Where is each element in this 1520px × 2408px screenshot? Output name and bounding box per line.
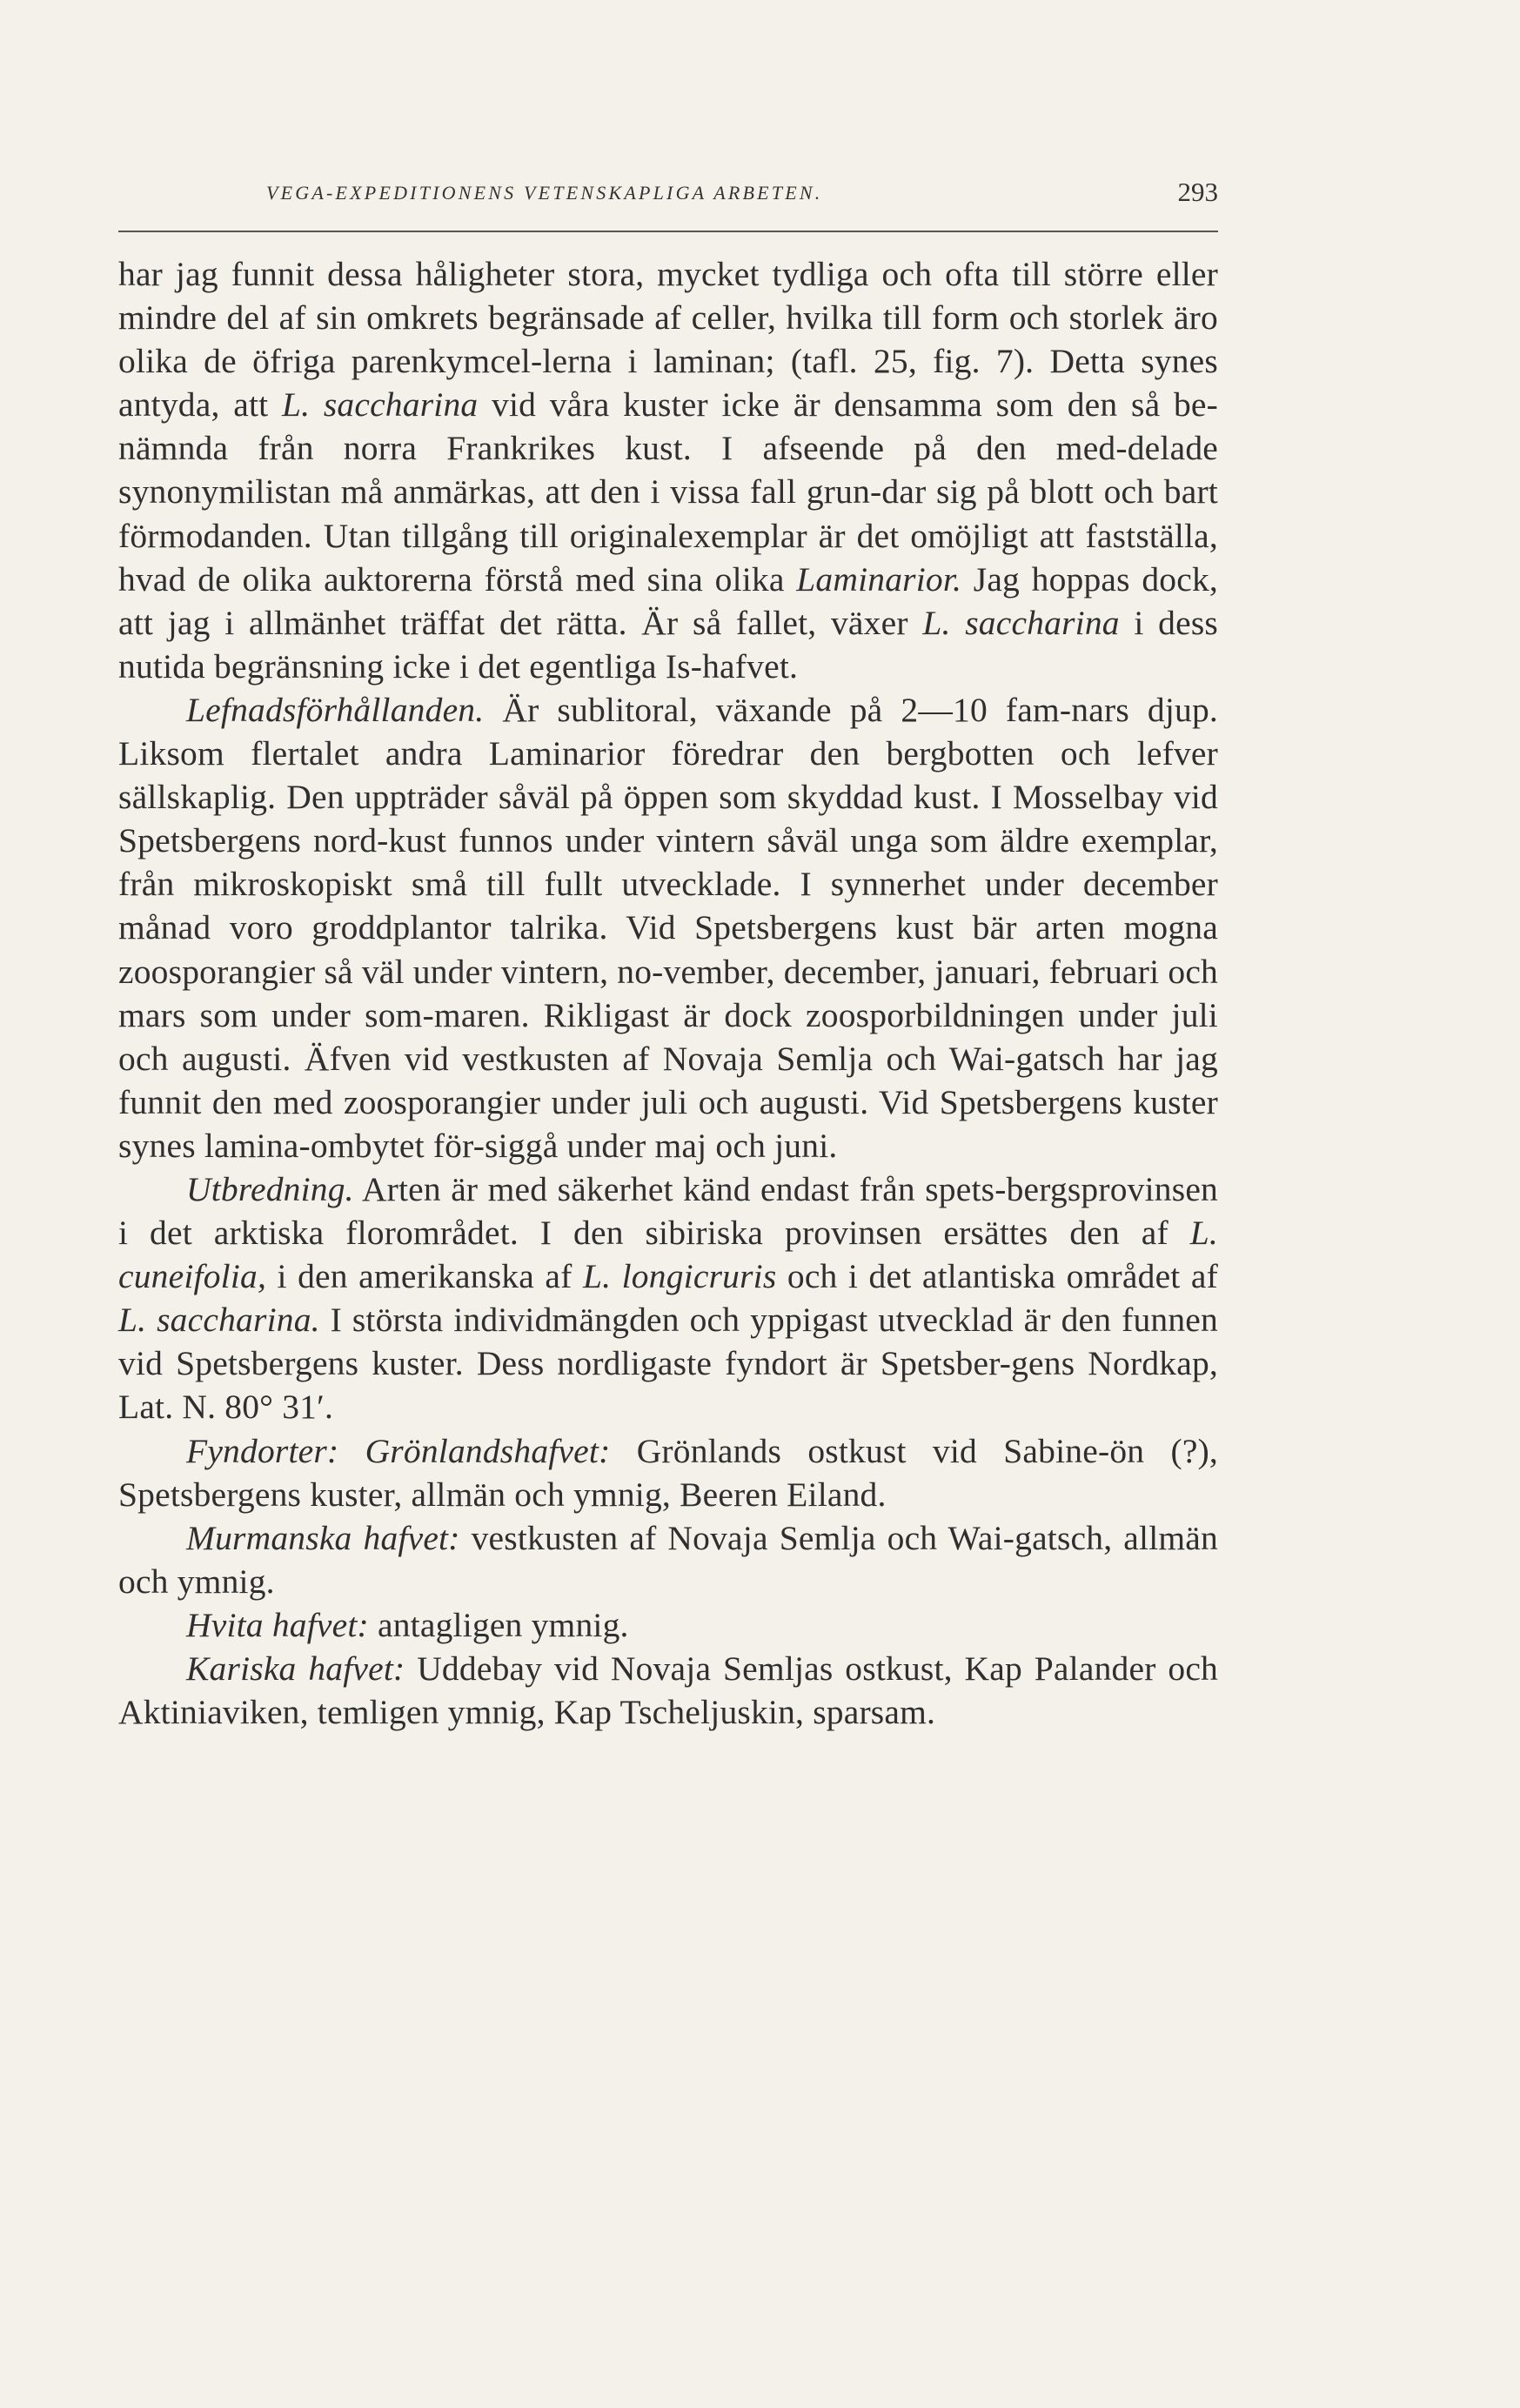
header-rule xyxy=(118,231,1218,232)
text-segment: vestkusten af Novaja Semlja och Wai-gatsch, allmän och ymnig. xyxy=(118,1518,1218,1601)
text-segment: I största individmängden och yppigast utvecklad är den funnen vid Spetsbergens kuster. Dess nordligaste fyndort är Spetsber-gens Nordkap, Lat. N. 80° 31′. xyxy=(118,1301,1218,1427)
taxon-italic: Laminarior. xyxy=(796,559,962,599)
text-segment: antagligen ymnig. xyxy=(368,1605,629,1644)
paragraph xyxy=(118,1647,1218,1734)
taxon-italic: L. saccharina xyxy=(281,385,479,425)
section-heading: Fyndorter: Grönlandshafvet: xyxy=(186,1431,611,1470)
taxon-italic: L. saccharina xyxy=(922,603,1120,642)
taxon-italic: L. saccharina. xyxy=(118,1301,320,1340)
page-number: 293 xyxy=(1177,177,1218,207)
section-heading: Murmanska hafvet: xyxy=(186,1518,460,1557)
section-heading: Utbredning. xyxy=(186,1169,354,1208)
text-segment: i den amerikanska af xyxy=(266,1257,583,1296)
running-head: VEGA-EXPEDITIONENS VETENSKAPLIGA ARBETEN. xyxy=(266,182,823,204)
text-segment: Uddebay vid Novaja Semljas ostkust, Kap Palander och Aktiniaviken, temligen ymnig, Kap Tscheljuskin, sparsam. xyxy=(118,1649,1219,1732)
paragraph xyxy=(118,1429,1218,1516)
paragraph xyxy=(118,1167,1218,1429)
paragraph xyxy=(118,1516,1218,1603)
body-text xyxy=(118,252,1218,1734)
text-segment: Jag hoppas dock, att jag i allmänhet träffat det rätta. Är så fallet, växer xyxy=(118,559,1218,642)
page-header xyxy=(118,170,1218,234)
text-segment: har jag funnit dessa håligheter stora, mycket tydliga och ofta till större eller mindre del af sin omkrets begränsade af celler, hvilka till form och storlek äro olika de öfriga parenkymcel-lerna i laminan; (tafl. 25, fig. 7). Detta synes antyda, att xyxy=(118,255,1218,425)
text-segment: i dess nutida begränsning icke i det egentliga Is-hafvet. xyxy=(118,603,1218,686)
text-segment: Grönlands ostkust vid Sabine-ön (?), Spetsbergens kuster, allmän och ymnig, Beeren Eiland. xyxy=(118,1431,1218,1514)
taxon-italic: L. cuneifolia, xyxy=(118,1214,1218,1296)
taxon-italic: L. longicruris xyxy=(582,1257,777,1296)
paragraph xyxy=(118,688,1218,1167)
paragraph xyxy=(118,1603,1218,1647)
text-segment: Arten är med säkerhet känd endast från spets-bergsprovinsen i det arktiska florområdet. I den sibiriska provinsen ersättes den af xyxy=(118,1169,1218,1253)
section-heading: Lefnadsförhållanden. xyxy=(186,690,485,729)
text-segment: vid våra kuster icke är densamma som den så be-nämnda från norra Frankrikes kust. I afseende på den med-delade synonymilistan må anmärkas, att den i vissa fall grun-dar sig på blott och bart förmodanden. Utan tillgång till originalexemplar är det omöjligt att fastställa, hvad de olika auktorerna förstå med sina olika xyxy=(118,385,1218,599)
text-segment: Är sublitoral, växande på 2—10 fam-nars djup. Liksom flertalet andra Laminarior föredrar den bergbotten och lefver sällskaplig. Den uppträder såväl på öppen som skyddad kust. I Mosselbay vid Spetsbergens nord-kust funnos under vintern såväl unga som äldre exemplar, från mikroskopiskt små till fullt utvecklade. I synnerhet under december månad voro groddplantor talrika. Vid Spetsbergens kust bär arten mogna zoosporangier så väl under vintern, no-vember, december, januari, februari och mars som under som-maren. Rikligast är dock zoosporbildningen under juli och augusti. Äfven vid vestkusten af Novaja Semlja och Wai-gatsch har jag funnit den med zoosporangier under juli och augusti. Vid Spetsbergens kuster synes lamina-ombytet för-siggå under maj och juni. xyxy=(118,690,1218,1165)
section-heading: Hvita hafvet: xyxy=(186,1605,369,1644)
text-segment: och i det atlantiska området af xyxy=(776,1257,1218,1296)
paragraph xyxy=(118,252,1218,688)
section-heading: Kariska hafvet: xyxy=(186,1649,405,1688)
